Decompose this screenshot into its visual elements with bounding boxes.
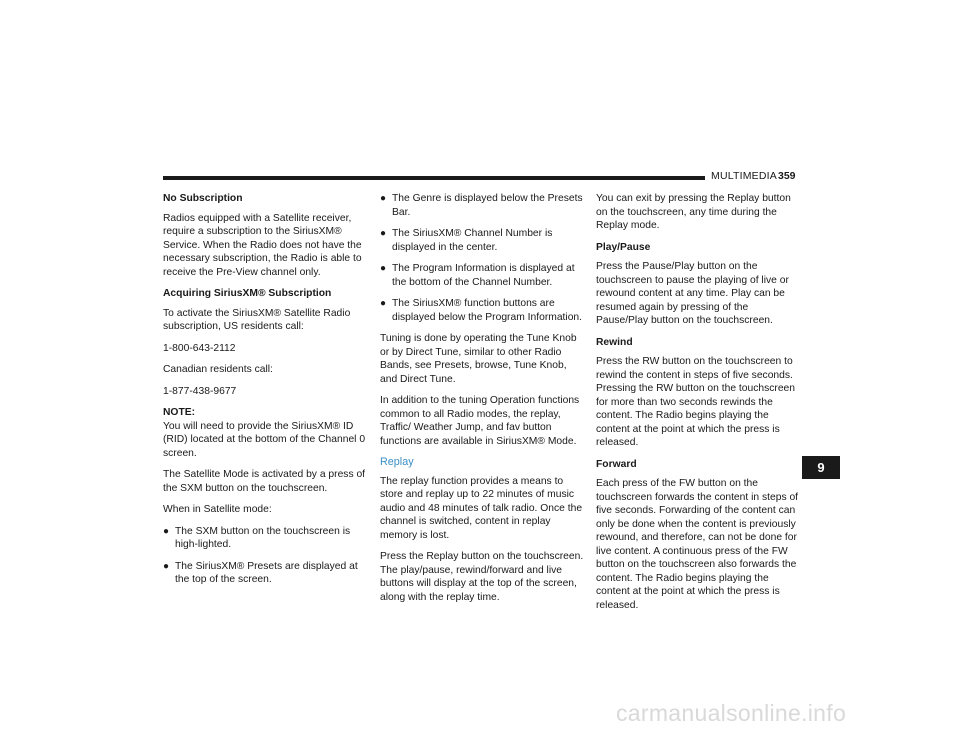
- bullet-icon: ●: [380, 263, 387, 274]
- paragraph-activate: To activate the SiriusXM® Satellite Radio subscription, US residents call:: [163, 307, 351, 332]
- note-label: NOTE:: [163, 407, 196, 418]
- heading-no-subscription: No Subscription: [163, 193, 243, 204]
- paragraph-no-subscription: Radios equipped with a Satellite receiver, require a subscription to the SiriusXM® Service. When the Radio does not have the necessary subscription, the Radio is able to receive the Pre-View channel only.: [163, 212, 362, 278]
- us-phone-number: 1-800-643-2112: [163, 342, 236, 354]
- heading-forward: Forward: [596, 458, 637, 470]
- subheading-replay: Replay: [380, 456, 414, 468]
- bullet-icon: ●: [380, 298, 387, 309]
- page-number: 359: [778, 170, 796, 182]
- running-head: MULTIMEDIA: [711, 170, 777, 182]
- list-item: ● The SiriusXM® Presets are displayed at the top of the screen.: [163, 560, 358, 585]
- paragraph-rewind: Press the RW button on the touchscreen to rewind the content in steps of five seconds. Pressing the RW button on the touchscreen for more than two seconds rewinds the content. The Radio begins playing the content at the point at which the press is released.: [596, 356, 795, 448]
- list-item: ● The Program Information is displayed at the bottom of the Channel Number.: [380, 263, 575, 288]
- list-item: ● The SiriusXM® Channel Number is displayed in the center.: [380, 228, 553, 253]
- header-rule: [163, 176, 705, 180]
- chapter-tab: 9: [802, 456, 840, 479]
- paragraph-press-replay: Press the Replay button on the touchscreen. The play/pause, rewind/forward and live buttons will display at the top of the screen, along with the replay time.: [380, 551, 584, 603]
- list-item: ● The SiriusXM® function buttons are displayed below the Program Information.: [380, 298, 583, 323]
- note-text: You will need to provide the SiriusXM® ID (RID) located at the bottom of the Channel 0 screen.: [163, 420, 366, 459]
- heading-rewind: Rewind: [596, 336, 633, 348]
- column-2: [380, 192, 585, 612]
- bullet-icon: ●: [163, 525, 170, 537]
- paragraph-forward: Each press of the FW button on the touchscreen forwards the content in steps of five seconds. Forwarding of the content can only be done when the content is previously rewound, and therefore, can not be done for live content. A continuous press of the FW button on the touchscreen also forwards the content. The Radio begins playing the content at the point at which the press is released.: [596, 478, 799, 611]
- paragraph-tuning: Tuning is done by operating the Tune Knob or by Direct Tune, similar to other Radio Bands, see Presets, browse, Tune Knob, and Direct Tune.: [380, 333, 577, 385]
- bullet-list-col1: [163, 525, 368, 587]
- bullet-icon: ●: [380, 228, 387, 239]
- canada-phone-number: 1-877-438-9677: [163, 385, 237, 397]
- paragraph-play-pause: Press the Pause/Play button on the touchscreen to pause the playing of live or rewound content at any time. Play can be resumed again by pressing of the Pause/Play button on the touchscreen.: [596, 261, 789, 326]
- column-1: [163, 192, 368, 595]
- paragraph-addition: In addition to the tuning Operation functions common to all Radio modes, the replay, Traffic/ Weather Jump, and fav button functions are available in SiriusXM® Mode.: [380, 395, 580, 447]
- watermark: carmanualsonline.info: [616, 700, 847, 726]
- paragraph-replay: The replay function provides a means to store and replay up to 22 minutes of music audio and 48 minutes of talk radio. Once the channel is switched, content in replay memory is lost.: [380, 475, 583, 541]
- bullet-icon: ●: [163, 560, 170, 572]
- column-3: [596, 192, 800, 620]
- paragraph-canada: Canadian residents call:: [163, 364, 273, 375]
- bullet-list-col2: [380, 192, 585, 324]
- heading-play-pause: Play/Pause: [596, 241, 651, 253]
- list-item: ● The Genre is displayed below the Presets Bar.: [380, 193, 583, 218]
- heading-acquiring-subscription: Acquiring SiriusXM® Subscription: [163, 288, 332, 299]
- paragraph-when-satellite: When in Satellite mode:: [163, 504, 272, 515]
- paragraph-exit-replay: You can exit by pressing the Replay button on the touchscreen, any time during the Replay mode.: [596, 193, 791, 231]
- bullet-icon: ●: [380, 193, 387, 204]
- paragraph-satellite-mode: The Satellite Mode is activated by a press of the SXM button on the touchscreen.: [163, 469, 366, 494]
- list-item: ● The SXM button on the touchscreen is high-lighted.: [163, 525, 351, 550]
